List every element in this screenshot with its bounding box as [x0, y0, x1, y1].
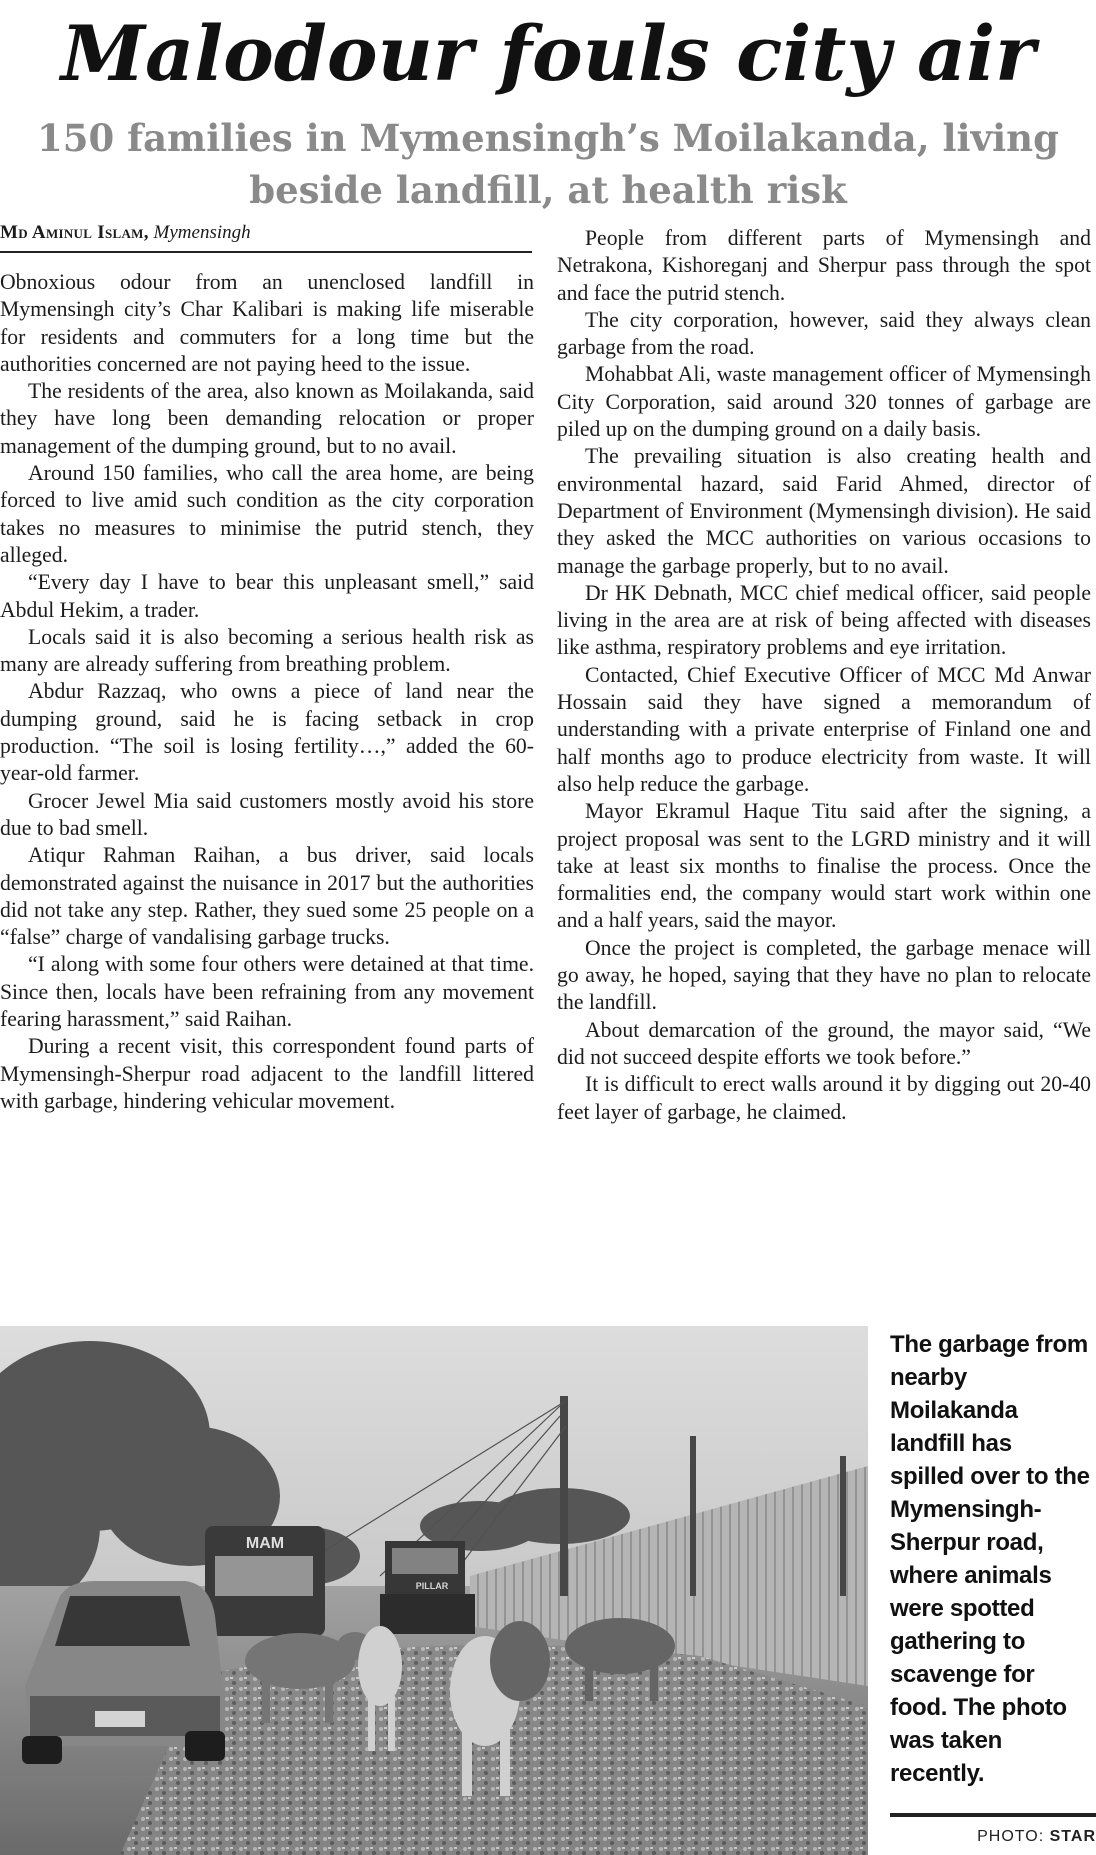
byline — [0, 221, 532, 253]
credit-divider — [890, 1813, 1096, 1817]
photo-credit-source: STAR — [1049, 1828, 1096, 1845]
paragraph: The residents of the area, also known as Moilakanda, said they have long been demanding relocation or proper management of the dumping ground, but to no avail. — [0, 379, 534, 458]
paragraph: People from different parts of Mymensingh and Netrakona, Kishoreganj and Sherpur pass through the spot and face the putrid stench. — [557, 226, 1091, 305]
byline-location: Mymensingh — [153, 222, 251, 243]
paragraph: Dr HK Debnath, MCC chief medical officer, said people living in the area are at risk of being affected with diseases like asthma, respiratory problems and eye irritation. — [557, 580, 1091, 660]
article-column-1 — [0, 269, 534, 1115]
paragraph: Locals said it is also becoming a serious health risk as many are already suffering from breathing problem. — [0, 624, 534, 677]
article-column-2 — [557, 225, 1091, 1126]
photo-caption: The garbage from nearby Moilakanda landfill has spilled over to the Mymensingh-Sherpur road, where animals were spotted gathering to scavenge for food. The photo was taken recently. — [890, 1331, 1090, 1787]
subheadline: 150 families in Mymensingh’s Moilakanda, living beside landfill, at health risk — [37, 116, 1059, 212]
paragraph: It is difficult to erect walls around it by digging out 20-40 feet layer of garbage, he claimed. — [557, 1072, 1091, 1124]
news-photo — [0, 1326, 868, 1855]
paragraph: Abdur Razzaq, who owns a piece of land near the dumping ground, said he is facing setback in crop production. “The soil is losing fertility…,” added the 60-year-old farmer. — [0, 679, 534, 786]
paragraph: “Every day I have to bear this unpleasant smell,” said Abdul Hekim, a trader. — [0, 570, 534, 622]
paragraph: During a recent visit, this correspondent found parts of Mymensingh-Sherpur road adjacent to the landfill littered with garbage, hindering vehicular movement. — [0, 1034, 534, 1113]
paragraph: Around 150 families, who call the area home, are being forced to live amid such condition as the city corporation takes no measures to minimise the putrid stench, they alleged. — [0, 461, 534, 567]
paragraph: Grocer Jewel Mia said customers mostly avoid his store due to bad smell. — [0, 788, 534, 840]
paragraph: Once the project is completed, the garbage menace will go away, he hoped, saying that they have no plan to relocate the landfill. — [557, 935, 1091, 1015]
photo-landfill-road — [0, 1326, 868, 1855]
paragraph: Mohabbat Ali, waste management officer of Mymensingh City Corporation, said around 320 tonnes of garbage are piled up on the dumping ground on a daily basis. — [557, 362, 1091, 442]
photo-credit-label: PHOTO: — [977, 1828, 1045, 1845]
paragraph: The city corporation, however, said they always clean garbage from the road. — [557, 307, 1091, 360]
paragraph: Contacted, Chief Executive Officer of MCC Md Anwar Hossain said they have signed a memorandum of understanding with a private enterprise of Finland one and half months ago to produce electricity from waste. It will also help reduce the garbage. — [557, 662, 1091, 796]
excavator-sign: PILLAR — [415, 1581, 449, 1591]
paragraph: “I along with some four others were detained at that time. Since then, locals have been refraining from any movement fearing harassment,” said Raihan. — [0, 952, 534, 1032]
paragraph: Atiqur Rahman Raihan, a bus driver, said locals demonstrated against the nuisance in 2017 but the authorities did not take any step. Rather, they sued some 25 people on a “false” charge of vandalising garbage trucks. — [0, 843, 534, 950]
headline: Malodour fouls city air — [60, 9, 1036, 98]
photo-credit — [890, 1826, 1096, 1848]
paragraph: Obnoxious odour from an unenclosed landfill in Mymensingh city’s Char Kalibari is making life miserable for residents and commuters for a long time but the authorities concerned are not paying heed to the issue. — [0, 270, 534, 376]
byline-author: Md Aminul Islam, — [0, 222, 149, 243]
paragraph: The prevailing situation is also creating health and environmental hazard, said Farid Ahmed, director of Department of Environment (Mymensingh division). He said they asked the MCC authorities on various occasions to manage the garbage properly, but to no avail. — [557, 444, 1091, 578]
paragraph: Mayor Ekramul Haque Titu said after the signing, a project proposal was sent to the LGRD ministry and it will take at least six months to finalise the process. Once the formalities end, the company would start work within one and a half years, said the mayor. — [557, 799, 1091, 933]
bus-sign: MAM — [245, 1535, 285, 1552]
paragraph: About demarcation of the ground, the mayor said, “We did not succeed despite efforts we took before.” — [557, 1017, 1091, 1069]
